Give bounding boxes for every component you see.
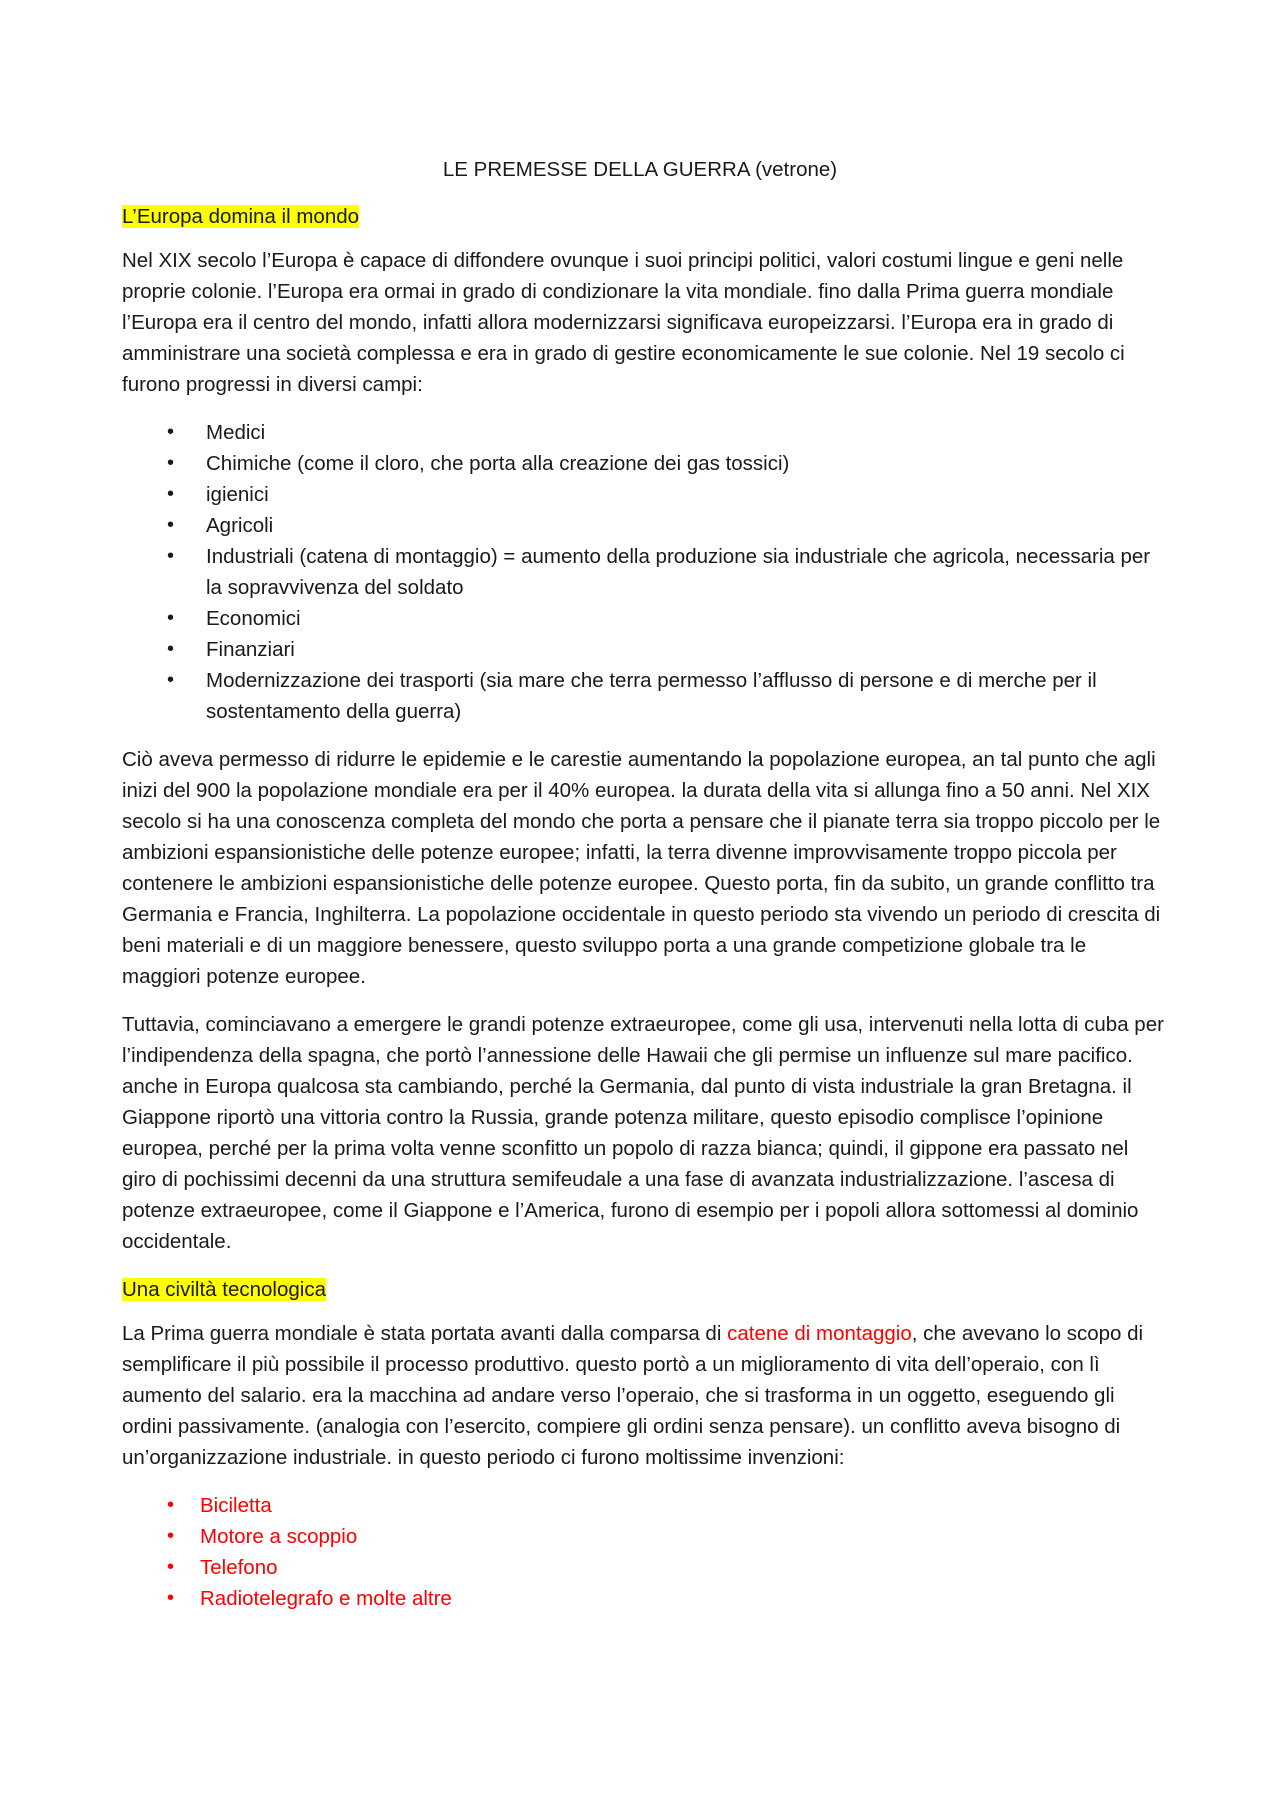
paragraph-popolazione: Ciò aveva permesso di ridurre le epidemie e le carestie aumentando la popolazione europea, an tal punto che agli inizi del 900 la popolazione mondiale era per il 40% europea. la durata della vita si allunga fino a 50 anni. Nel XIX secolo si ha una conoscenza completa del mondo che porta a pensare che il pianate terra sia troppo piccolo per le ambizioni espansionistiche delle potenze europee; infatti, la terra divenne improvvisamente troppo piccola per contenere le ambizioni espansionistiche delle potenze europee. Questo porta, fin da subito, un grande conflitto tra Germania e Francia, Inghilterra. La popolazione occidentale in questo periodo sta vivendo un periodo di crescita di beni materiali e di un maggiore benessere, questo sviluppo porta a una grande competizione globale tra le maggiori potenze europee. bbox=[122, 748, 1161, 988]
list-item-text: Chimiche (come il cloro, che porta alla creazione dei gas tossici) bbox=[206, 452, 790, 475]
section-heading-tecnologica-text: Una civiltà tecnologica bbox=[122, 1278, 326, 1301]
list-item-text: Modernizzazione dei trasporti (sia mare che terra permesso l’afflusso di persone e di merche per il sostentamento della guerra) bbox=[206, 669, 1097, 723]
highlighted-term: catene di montaggio bbox=[727, 1322, 912, 1345]
list-item bbox=[122, 448, 1166, 479]
list-item-text: Bicilettа bbox=[200, 1494, 272, 1517]
bullet-icon: • bbox=[167, 1494, 175, 1516]
bullet-icon: • bbox=[167, 1525, 175, 1547]
bullet-icon: • bbox=[167, 1587, 175, 1609]
list-item bbox=[122, 541, 1166, 603]
bullet-icon: • bbox=[167, 545, 175, 567]
paragraph-catene-montaggio bbox=[122, 1318, 1166, 1473]
paragraph-potenze-extraeuropee: Tuttavia, cominciavano a emergere le grandi potenze extraeuropee, come gli usa, intervenuti nella lotta di cuba per l’indipendenza della spagna, che portò l’annessione delle Hawaii che gli permise un influenze sul mare pacifico. anche in Europa qualcosa sta cambiando, perché la Germania, dal punto di vista industriale la gran Bretagna. il Giappone riportò una vittoria contro la Russia, grande potenza militare, questo episodio complisce l’opinione europea, perché per la prima volta venne sconfitto un popolo di razza bianca; quindi, il gippone era passato nel giro di pochissimi decenni da una struttura semifeudale a una fase di avanzata industrializzazione. l’ascesa di potenze extraeuropee, come il Giappone e l’America, furono di esempio per i popoli allora sottomessi al dominio occidentale. bbox=[122, 1013, 1164, 1253]
list-item-text: Medici bbox=[206, 421, 266, 444]
progress-list bbox=[122, 417, 1166, 727]
bullet-icon: • bbox=[167, 638, 175, 660]
paragraph-text-before: La Prima guerra mondiale è stata portata avanti dalla comparsa di bbox=[122, 1322, 728, 1345]
list-item bbox=[122, 603, 1166, 634]
bullet-icon: • bbox=[167, 1556, 175, 1578]
list-item bbox=[122, 479, 1166, 510]
list-item-text: Industriali (catena di montaggio) = aumento della produzione sia industriale che agricola, necessaria per la sopravvivenza del soldato bbox=[206, 545, 1151, 599]
list-item bbox=[122, 1552, 1166, 1583]
bullet-icon: • bbox=[167, 607, 175, 629]
section-heading-europa-text: L’Europa domina il mondo bbox=[122, 205, 360, 228]
list-item bbox=[122, 1490, 1166, 1521]
list-item-text: Agricoli bbox=[206, 514, 274, 537]
list-item-text: Economici bbox=[206, 607, 301, 630]
list-item-text: Telefono bbox=[200, 1556, 278, 1579]
section-heading-tecnologica bbox=[122, 1274, 1166, 1305]
list-item-text: Motore a scoppio bbox=[200, 1525, 358, 1548]
paragraph-europa-intro: Nel XIX secolo l’Europa è capace di diffondere ovunque i suoi principi politici, valori costumi lingue e geni nelle proprie colonie. l’Europa era ormai in grado di condizionare la vita mondiale. fino dalla Prima guerra mondiale l’Europa era il centro del mondo, infatti allora modernizzarsi significava europeizzarsi. l’Europa era in grado di amministrare una società complessa e era in grado di gestire economicamente le sue colonie. Nel 19 secolo ci furono progressi in diversi campi: bbox=[122, 249, 1125, 396]
list-item-text: igienici bbox=[206, 483, 269, 506]
list-item bbox=[122, 1521, 1166, 1552]
bullet-icon: • bbox=[167, 669, 175, 691]
section-heading-europa bbox=[122, 201, 1166, 232]
document-title: LE PREMESSE DELLA GUERRA (vetrone) bbox=[442, 158, 838, 181]
inventions-list bbox=[122, 1490, 1166, 1614]
bullet-icon: • bbox=[167, 452, 175, 474]
bullet-icon: • bbox=[167, 514, 175, 536]
list-item-text: Radiotelegrafo e molte altre bbox=[200, 1587, 452, 1610]
list-item bbox=[122, 634, 1166, 665]
list-item-text: Finanziari bbox=[206, 638, 295, 661]
bullet-icon: • bbox=[167, 483, 175, 505]
list-item bbox=[122, 510, 1166, 541]
list-item bbox=[122, 417, 1166, 448]
list-item bbox=[122, 665, 1166, 727]
paragraph-text-after: , che avevano lo scopo di semplificare il più possibile il processo produttivo. questo portò a un miglioramento di vita dell’operaio, con lì aumento del salario. era la macchina ad andare verso l’operaio, che si trasforma in un oggetto, eseguendo gli ordini passivamente. (analogia con l’esercito, compiere gli ordini senza pensare). un conflitto aveva bisogno di un’organizzazione industriale. in questo periodo ci furono moltissime invenzioni: bbox=[122, 1322, 1144, 1469]
list-item bbox=[122, 1583, 1166, 1614]
bullet-icon: • bbox=[167, 421, 175, 443]
